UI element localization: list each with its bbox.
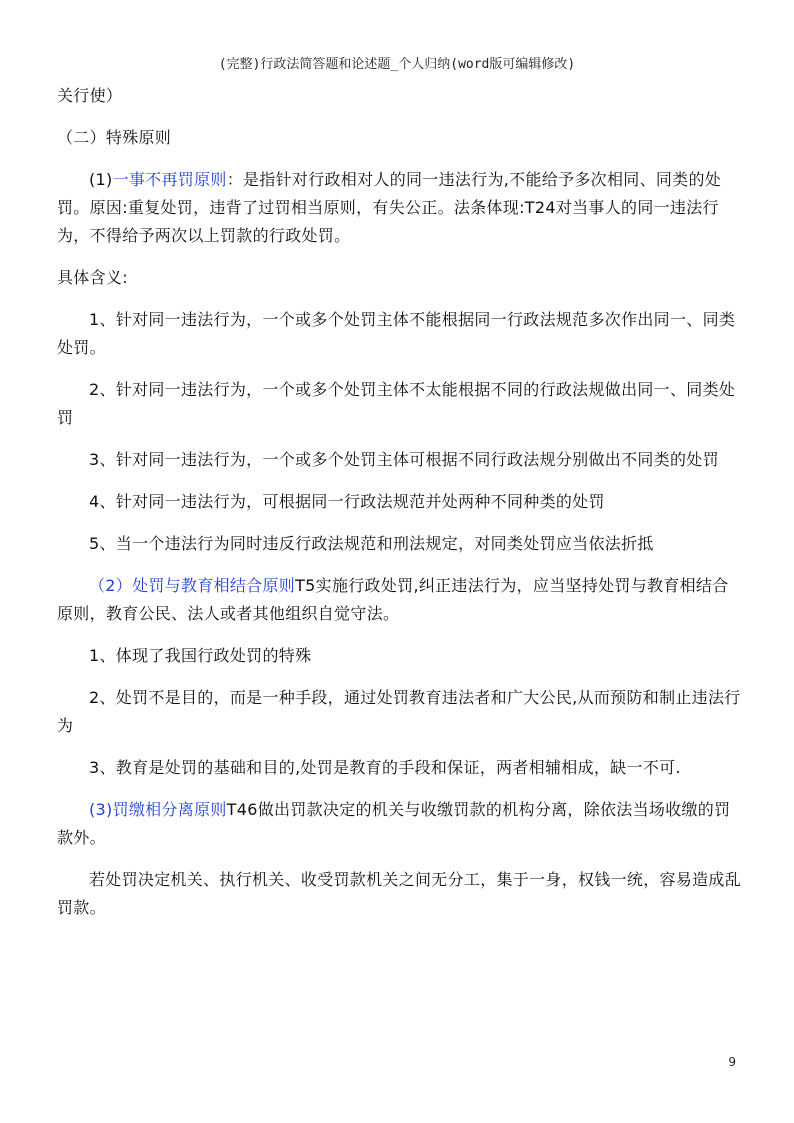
text-pre: 3、针对同一违法行为，一个或多个处罚主体可根据不同行政法规分别做出不同类的处罚 bbox=[89, 450, 719, 469]
list-item bbox=[57, 488, 741, 516]
text-pre: 若处罚决定机关、执行机关、收受罚款机关之间无分工，集于一身，权钱一统，容易造成乱罚款。 bbox=[57, 870, 742, 917]
text-pre: 5、当一个违法行为同时违反行政法规范和刑法规定，对同类处罚应当依法折抵 bbox=[89, 534, 654, 553]
paragraph bbox=[57, 166, 741, 250]
text-pre: 1、针对同一违法行为，一个或多个处罚主体不能根据同一行政法规范多次作出同一、同类处罚。 bbox=[57, 310, 736, 357]
text-pre: 关行使） bbox=[57, 86, 123, 105]
document-body bbox=[57, 82, 741, 936]
list-item bbox=[57, 446, 741, 474]
text-pre: 1、体现了我国行政处罚的特殊 bbox=[89, 646, 312, 665]
list-item bbox=[57, 642, 741, 670]
highlight-term: 一事不再罚原则 bbox=[112, 170, 227, 189]
text-pre: 4、针对同一违法行为，可根据同一行政法规范并处两种不同种类的处罚 bbox=[89, 492, 605, 511]
paragraph bbox=[57, 796, 741, 852]
running-header: (完整)行政法简答题和论述题_个人归纳(word版可编辑修改) bbox=[218, 57, 576, 72]
text-pre: 3、教育是处罚的基础和目的,处罚是教育的手段和保证，两者相辅相成，缺一不可. bbox=[89, 758, 681, 777]
text-pre: 2、处罚不是目的，而是一种手段，通过处罚教育违法者和广大公民,从而预防和制止违法行为 bbox=[57, 688, 741, 735]
paragraph bbox=[57, 866, 741, 922]
text-post: T5实施行政处罚,纠正违法行为，应当坚持处罚与教育相结合原则，教育公民、法人或者其他组织自觉守法。 bbox=[57, 576, 729, 623]
highlight-term: (3)罚缴相分离原则 bbox=[89, 800, 227, 819]
page-number: 9 bbox=[728, 1055, 736, 1069]
list-item bbox=[57, 754, 741, 782]
section-heading bbox=[57, 124, 741, 152]
paragraph bbox=[57, 572, 741, 628]
list-item bbox=[57, 306, 741, 362]
text-pre: (1) bbox=[89, 170, 113, 189]
list-item bbox=[57, 530, 741, 558]
highlight-term: （2）处罚与教育相结合原则 bbox=[89, 576, 296, 595]
paragraph bbox=[57, 264, 741, 292]
text-pre: 具体含义: bbox=[57, 268, 128, 287]
text-post: T46做出罚款决定的机关与收缴罚款的机构分离，除依法当场收缴的罚款外。 bbox=[57, 800, 731, 847]
text-pre: （二）特殊原则 bbox=[57, 128, 172, 147]
paragraph bbox=[57, 82, 741, 110]
list-item bbox=[57, 684, 741, 740]
text-post: ：是指针对行政相对人的同一违法行为,不能给予多次相同、同类的处罚。原因:重复处罚，违背了过罚相当原则，有失公正。法条体现:T24对当事人的同一违法行为，不得给予两次以上罚款的行政处罚。 bbox=[57, 170, 722, 245]
list-item bbox=[57, 376, 741, 432]
text-pre: 2、针对同一违法行为，一个或多个处罚主体不太能根据不同的行政法规做出同一、同类处罚 bbox=[57, 380, 736, 427]
